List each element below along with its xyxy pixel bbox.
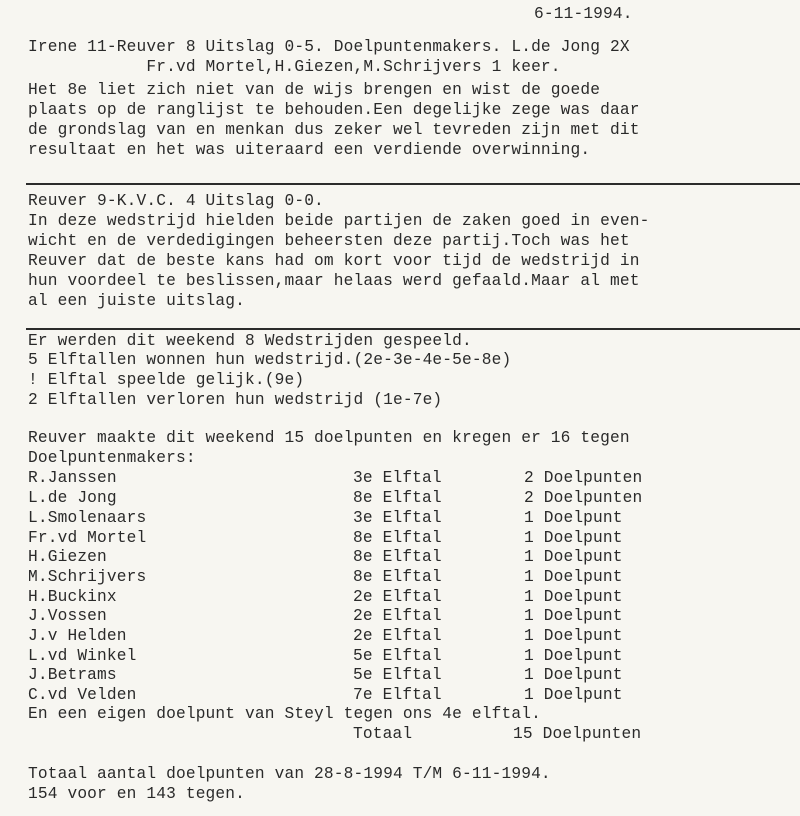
scorer-name: L.vd Winkel <box>28 647 137 665</box>
report-text: In deze wedstrijd hielden beide partijen de zaken goed in even- <box>28 212 650 230</box>
season-total-line: 154 voor en 143 tegen. <box>28 785 246 803</box>
scorer-team: 2e Elftal <box>353 627 442 645</box>
scorers-heading: Doelpuntenmakers: <box>28 449 196 467</box>
overview-text: 2 Elftallen verloren hun wedstrijd (1e-7e) <box>28 391 443 409</box>
scorer-goals: 1 Doelpunt <box>524 529 623 547</box>
divider-line <box>26 183 800 185</box>
scorer-name: H.Buckinx <box>28 588 117 606</box>
scorer-name: M.Schrijvers <box>28 568 147 586</box>
total-value: 15 Doelpunten <box>513 725 642 743</box>
scorer-team: 8e Elftal <box>353 529 442 547</box>
scorer-name: R.Janssen <box>28 469 117 487</box>
scorer-goals: 2 Doelpunten <box>524 469 643 487</box>
scorer-goals: 1 Doelpunt <box>524 509 623 527</box>
scorer-team: 8e Elftal <box>353 489 442 507</box>
scorer-team: 5e Elftal <box>353 666 442 684</box>
total-label: Totaal <box>353 725 413 743</box>
match-result-line: Irene 11-Reuver 8 Uitslag 0-5. Doelpuntenmakers. L.de Jong 2X <box>28 38 630 56</box>
scorer-name: J.Vossen <box>28 607 107 625</box>
scorer-name: H.Giezen <box>28 548 107 566</box>
scorer-team: 5e Elftal <box>353 647 442 665</box>
scorer-name: L.de Jong <box>28 489 117 507</box>
scorer-goals: 1 Doelpunt <box>524 607 623 625</box>
summary-intro: Reuver maakte dit weekend 15 doelpunten en kregen er 16 tegen <box>28 429 630 447</box>
scorers-continuation: Fr.vd Mortel,H.Giezen,M.Schrijvers 1 keer. <box>28 58 561 76</box>
report-text: Reuver dat de beste kans had om kort voor tijd de wedstrijd in <box>28 252 640 270</box>
scorer-name: L.Smolenaars <box>28 509 147 527</box>
report-text: plaats op de ranglijst te behouden.Een degelijke zege was daar <box>28 101 640 119</box>
scorer-name: J.Betrams <box>28 666 117 684</box>
overview-text: ! Elftal speelde gelijk.(9e) <box>28 371 305 389</box>
scorer-team: 3e Elftal <box>353 509 442 527</box>
scorer-team: 7e Elftal <box>353 686 442 704</box>
season-total-line: Totaal aantal doelpunten van 28-8-1994 T/M 6-11-1994. <box>28 765 551 783</box>
scorer-goals: 1 Doelpunt <box>524 686 623 704</box>
overview-text: Er werden dit weekend 8 Wedstrijden gespeeld. <box>28 332 472 350</box>
scorer-goals: 1 Doelpunt <box>524 548 623 566</box>
scorer-team: 2e Elftal <box>353 607 442 625</box>
scorer-goals: 2 Doelpunten <box>524 489 643 507</box>
divider-line <box>26 328 800 330</box>
match-result-line: Reuver 9-K.V.C. 4 Uitslag 0-0. <box>28 192 324 210</box>
report-text: al een juiste uitslag. <box>28 292 246 310</box>
scorer-goals: 1 Doelpunt <box>524 647 623 665</box>
scorer-team: 2e Elftal <box>353 588 442 606</box>
scorer-goals: 1 Doelpunt <box>524 627 623 645</box>
scorer-goals: 1 Doelpunt <box>524 568 623 586</box>
own-goal-note: En een eigen doelpunt van Steyl tegen ons 4e elftal. <box>28 705 541 723</box>
report-text: de grondslag van en menkan dus zeker wel tevreden zijn met dit <box>28 121 640 139</box>
scorer-team: 3e Elftal <box>353 469 442 487</box>
overview-text: 5 Elftallen wonnen hun wedstrijd.(2e-3e-4e-5e-8e) <box>28 351 512 369</box>
scorer-name: Fr.vd Mortel <box>28 529 147 547</box>
document-date: 6-11-1994. <box>534 5 633 23</box>
report-text: resultaat en het was uiteraard een verdiende overwinning. <box>28 141 591 159</box>
scorer-goals: 1 Doelpunt <box>524 666 623 684</box>
report-text: Het 8e liet zich niet van de wijs brengen en wist de goede <box>28 81 601 99</box>
scorer-goals: 1 Doelpunt <box>524 588 623 606</box>
scorer-name: J.v Helden <box>28 627 127 645</box>
report-text: hun voordeel te beslissen,maar helaas werd gefaald.Maar al met <box>28 272 640 290</box>
scorer-team: 8e Elftal <box>353 568 442 586</box>
scorer-name: C.vd Velden <box>28 686 137 704</box>
scorer-team: 8e Elftal <box>353 548 442 566</box>
report-text: wicht en de verdedigingen beheersten deze partij.Toch was het <box>28 232 630 250</box>
